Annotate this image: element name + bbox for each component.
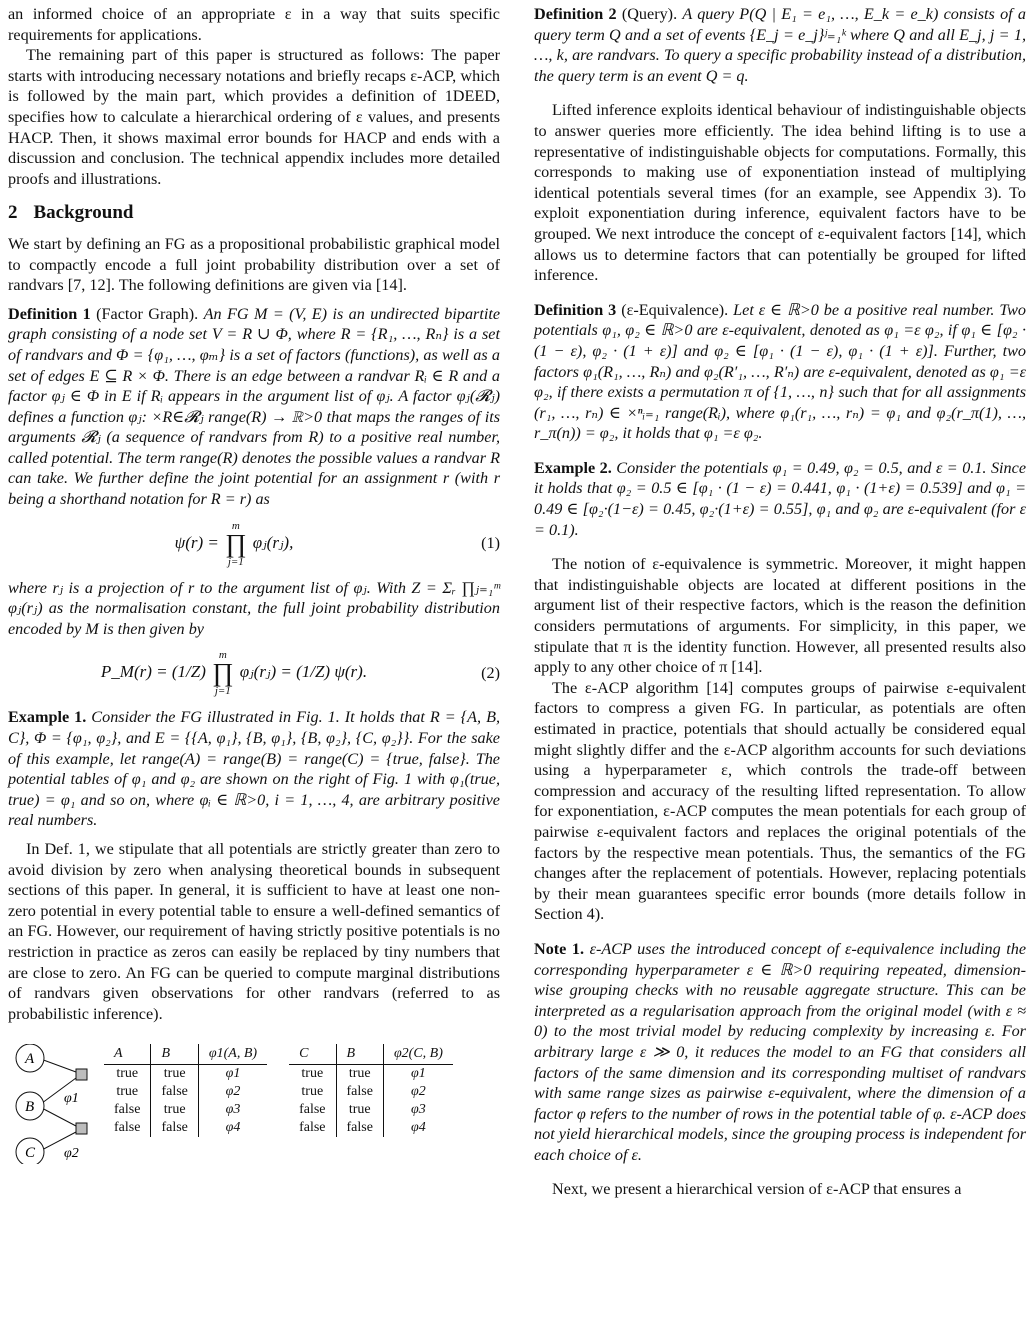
product-operator: m ∏ j=1 [225, 519, 247, 568]
equation-rhs: φⱼ(rⱼ), [252, 532, 294, 552]
table-cell: φ1 [198, 1065, 267, 1084]
after-equation-1: where rⱼ is a projection of r to the argument list of φⱼ. With Z = Σᵣ ∏ⱼ₌₁ᵐ φⱼ(rⱼ) as the normalisation constant, the full joint probability distribution encoded by M is then given by [8, 578, 500, 638]
table-row [289, 1065, 453, 1084]
equation-lhs: ψ(r) = [174, 532, 219, 552]
table-cell: true [151, 1101, 198, 1119]
product-upper: m [231, 519, 240, 532]
background-intro: We start by defining an FG as a propositional probabilistic graphical model to compactly encode a full joint probability distribution over a set of randvars [7, 12]. The following definitions are given via [14]. [8, 234, 500, 295]
definition-3 [534, 300, 1026, 444]
intro-continuation: an informed choice of an appropriate ε in a way that suits specific requirements for applications. [8, 5, 500, 44]
section-number: 2 [8, 202, 18, 224]
node-label-b: B [25, 1099, 35, 1116]
table-header: A [104, 1044, 151, 1065]
table-header: C [289, 1044, 336, 1065]
product-upper: m [218, 649, 227, 662]
table-cell: false [299, 1102, 326, 1118]
example-body: Consider the FG illustrated in Fig. 1. It holds that R = {A, B, C}, Φ = {φ₁, φ₂}, and E = {{A, φ₁}, {B, φ₁}, {B, φ₂}, {C, φ₂}}. For the sake of this example, let range(A) = range(B) = range(C) = {true, false}. The potential tables of φ₁ and φ₂ are shown on the right of Fig. 1 with φ₁(true, true) = φ₁ and so on, where φᵢ ∈ ℝ>0, i = 1, …, 4, are arbitrary positive real numbers. [8, 708, 501, 830]
symmetry-paragraph: The notion of ε-equivalence is symmetric. Moreover, it might happen that indistinguishable objects are located at different positions in the argument list of their respective factors, which is the reason the definition considers permutations of arguments. For simplicity, in this paper, we stipulate that π is the identity function. However, all presented results also apply to any other choice of π [14]. [534, 555, 1026, 677]
definition-name: (Factor Graph). [96, 304, 199, 323]
factor-phi2 [76, 1123, 87, 1134]
table-cell: φ3 [198, 1101, 267, 1119]
definition-body: An FG M = (V, E) is an undirected bipartite graph consisting of a node set V = R ∪ Φ, where R = {R₁, …, Rₙ} is a set of randvars and Φ = {φ₁, …, φₘ} is a set of factors (functions), as well as a set of edges E ⊆ R × Φ. There is an edge between a randvar Rᵢ ∈ R and a factor φⱼ ∈ Φ in E if Rᵢ appears in the argument list of φⱼ. A factor φⱼ(𝓡ⱼ) defines a function φⱼ: ×R∈𝓡ⱼ range(R) → ℝ>0 that maps the ranges of its arguments 𝓡ⱼ (a sequence of randvars from R) to a positive real number, called potential. The term range(R) denotes the possible values a randvar R can take. We further define the joint potential for an assignment r (with r being a shorthand notation for R = r) as [8, 304, 501, 509]
definition-label: Definition 3 [534, 300, 617, 319]
equation-2 [8, 649, 500, 697]
example-2 [534, 458, 1026, 540]
equation-lhs: P_M(r) = (1/Z) [100, 662, 206, 682]
section-title: Background [33, 202, 134, 224]
table-row [289, 1083, 453, 1101]
note-body: ε-ACP uses the introduced concept of ε-equivalence including the corresponding hyperparameter ε ∈ ℝ>0 requiring repeated, dimension-wise grouping checks with no reusable aggregate structure. This can be interpreted as a regularisation approach from the original model (with ε ≈ 0) to the most trivial model by reducing complexity by increasing ε. For arbitrary large ε ≫ 0, it reduces the model to an FG that considers all factors of the same dimension and its corresponding multiset of randvars with same range sizes as pairwise ε-equivalent, where the dimension of a factor φ refers to the number of rows in the potential table of φ. ε-ACP does not yield hierarchical models, since the grouping process is independent for each choice of ε. [534, 939, 1027, 1164]
note-label: Note 1. [534, 939, 585, 958]
table-row [104, 1065, 267, 1084]
factor-graph [8, 1044, 98, 1164]
table-header: φ2(C, B) [383, 1044, 452, 1065]
definition-label: Definition 1 [8, 304, 91, 323]
equation-number: (1) [481, 534, 500, 553]
definition-body: A query P(Q | E₁ = e₁, …, E_k = e_k) consists of a query term Q and a set of events {E_j = e_j}ʲ₌₁ᵏ where Q and all E_j, j = 1, …, k, are randvars. To query a specific probability instead of a distribution, the query term is an event Q = q. [534, 5, 1027, 85]
table-row [104, 1101, 267, 1119]
note-1 [534, 939, 1026, 1166]
definition-body: Let ε ∈ ℝ>0 be a positive real number. Two potentials φ₁, φ₂ ∈ ℝ>0 are ε-equivalent, denoted as φ₁ =ε φ₂, if φ₁ ∈ [φ₂ · (1 − ε), φ₂ · (1 + ε)] and φ₂ ∈ [φ₁ · (1 − ε), φ₁ · (1 + ε)]. Further, two factors φ₁(R₁, …, Rₙ) and φ₂(R′₁, …, R′ₙ) are ε-equivalent, denoted as φ₁ =ε φ₂, if there exists a permutation π of {1, …, n} such that for all assignments (r₁, …, rₙ) ∈ ×ⁿᵢ₌₁ range(Rᵢ), where φ₁(r₁, …, rₙ) = φ₁ and φ₂(r_π(1), …, r_π(n)) = φ₂, it holds that φ₁ =ε φ₂. [534, 300, 1027, 443]
table-cell: true [301, 1066, 324, 1082]
table-row [104, 1083, 267, 1101]
table-header: B [336, 1044, 383, 1065]
table-cell: false [336, 1083, 383, 1101]
section-heading [8, 203, 500, 224]
table-cell: false [114, 1102, 141, 1118]
table-cell: true [116, 1066, 139, 1082]
table-cell: true [116, 1084, 139, 1100]
factor-phi1 [76, 1069, 87, 1080]
table-cell: false [299, 1120, 326, 1136]
factor-label-phi2: φ2 [64, 1146, 79, 1162]
definition-label: Definition 2 [534, 5, 617, 23]
table-cell: false [151, 1083, 198, 1101]
equation-1 [8, 520, 500, 568]
product-operator: m ∏ j=1 [212, 649, 234, 698]
table-cell: true [301, 1084, 324, 1100]
definition-discussion: In Def. 1, we stipulate that all potentials are strictly greater than zero to avoid division by zero when analysing theoretical bounds in subsequent sections of this paper. In general, it is sufficient to have at least one non-zero potential in every potential table to ensure a well-defined semantics of an FG. However, our requirement of having strictly positive potentials is no restriction in practice as zeros can easily be replaced by tiny numbers that are close to zero. An FG can be queried to compute marginal distributions of randvars given observations for other randvars (referred to as probabilistic inference). [8, 840, 500, 1023]
equation-rhs: φⱼ(rⱼ) = (1/Z) ψ(r). [239, 662, 368, 682]
factor-label-phi1: φ1 [64, 1091, 79, 1107]
table-cell: true [151, 1065, 198, 1084]
example-body: Consider the potentials φ₁ = 0.49, φ₂ = 0.5, and ε = 0.1. Since it holds that φ₂ = 0.5 ∈ [φ₁ · (1 − ε) = 0.441, φ₁ · (1+ε) = 0.539] and φ₁ = 0.49 ∈ [φ₂·(1−ε) = 0.45, φ₂·(1+ε) = 0.55], φ₁ and φ₂ are ε-equivalent (for ε = 0.1). [534, 458, 1027, 539]
table-cell: false [114, 1120, 141, 1136]
table-cell: φ4 [383, 1119, 452, 1137]
example-label: Example 2. [534, 458, 612, 477]
table-header: B [151, 1044, 198, 1065]
product-lower: j=1 [214, 685, 231, 698]
eacp-paragraph: The ε-ACP algorithm [14] computes groups of pairwise ε-equivalent factors to compress a given FG. In particular, as potentials are often estimated in practice, potentials that should actually be considered equal might slightly differ and the ε-ACP algorithm accounts for such deviations using a hyperparameter ε, which controls the trade-off between compression and accuracy of the resulting lifted representation. To allow for exponentiation, ε-ACP computes the mean potentials for each group of pairwise ε-equivalent factors and replaces the original potentials of the factors by the respective mean potentials. Thus, the semantics of the FG changes after the replacement of potentials. However, replacing potentials by their mean guarantees specific error bounds (more details follow in Section 4). [534, 678, 1026, 924]
definition-name: (Query). [621, 5, 678, 23]
table-cell: φ4 [198, 1119, 267, 1137]
table-row [289, 1101, 453, 1119]
left-column [8, 4, 500, 1164]
table-cell: φ3 [383, 1101, 452, 1119]
potential-table-phi1 [104, 1044, 267, 1137]
product-lower: j=1 [227, 555, 244, 568]
lifted-inference-paragraph: Lifted inference exploits identical behaviour of indistinguishable objects to answer queries more efficiently. The idea behind lifting is to use a representative of indistinguishable objects for computations. Formally, this corresponds to making use of exponentiation instead of multiplying identical potentials several times (for an example, see Appendix 3). To exploit exponentiation during inference, equivalent factors have to be grouped. We next introduce the concept of ε-equivalent factors [14], which allows us to determine factors that can potentially be grouped for lifted inference. [534, 101, 1026, 285]
factor-graph-svg [8, 1044, 98, 1164]
definition-1 [8, 304, 500, 510]
table-cell: true [336, 1101, 383, 1119]
example-1 [8, 707, 500, 831]
table-row [104, 1119, 267, 1137]
definition-name: (ε-Equivalence). [621, 300, 729, 319]
table-cell: false [151, 1119, 198, 1137]
table-cell: φ2 [383, 1083, 452, 1101]
next-paragraph: Next, we present a hierarchical version of ε-ACP that ensures a [552, 1180, 962, 1199]
table-cell: φ2 [198, 1083, 267, 1101]
definition-2 [534, 4, 1026, 86]
table-row [289, 1119, 453, 1137]
example-label: Example 1. [8, 708, 87, 727]
right-column [534, 4, 1026, 1200]
paper-structure-paragraph: The remaining part of this paper is structured as follows: The paper starts with introducing necessary notations and briefly recaps ε-ACP, which is followed by the main part, which provides a definition of 1DEED, specifies how to calculate a hierarchical ordering of ε values, and presents HACP. Then, it shows maximal error bounds for HACP and ends with a discussion and conclusion. The technical appendix includes more detailed proofs and illustrations. [8, 46, 500, 188]
table-cell: false [336, 1119, 383, 1137]
potential-table-phi2 [289, 1044, 453, 1137]
node-label-a: A [25, 1051, 35, 1068]
table-header: φ1(A, B) [198, 1044, 267, 1065]
table-cell: φ1 [383, 1065, 452, 1084]
figure-1 [8, 1044, 500, 1164]
node-label-c: C [25, 1145, 36, 1162]
equation-number: (2) [481, 664, 500, 683]
table-cell: true [336, 1065, 383, 1084]
